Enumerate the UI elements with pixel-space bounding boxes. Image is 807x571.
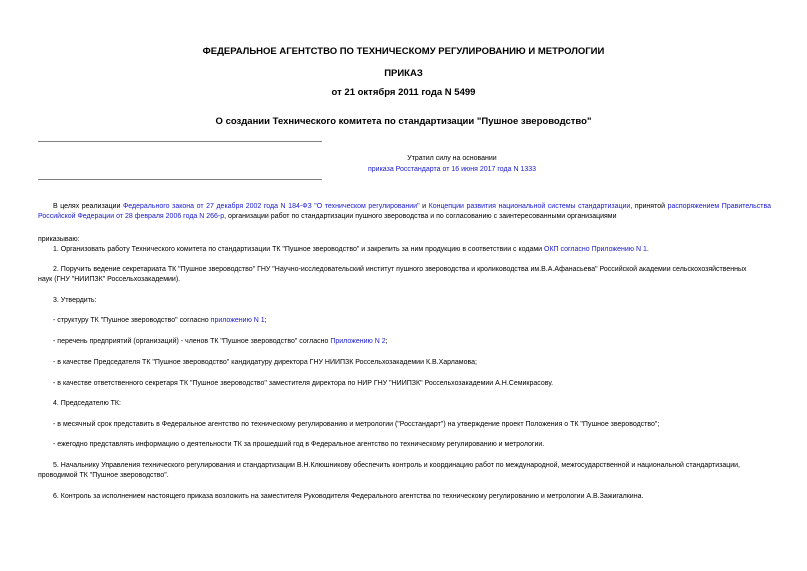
okp-link[interactable]: ОКП (544, 246, 559, 253)
repeal-order-link[interactable]: приказа Росстандарта от 16 июня 2017 года N 1333 (367, 166, 537, 173)
intro-text-2: и (419, 203, 429, 210)
decree-link-part1[interactable]: распоряжением (667, 203, 720, 210)
item-3: 3. Утвердить: (53, 297, 97, 304)
item-3a-end: ; (264, 317, 267, 324)
intro-text-1: В целях реализации (53, 203, 123, 210)
item-1-end: . (646, 246, 649, 253)
item-6: 6. Контроль за исполнением настоящего приказа возложить на заместителя Руководителя Федерального агентства по техническому регулированию и метрологии А.В.Зажигалкина. (53, 493, 644, 500)
status-note-text: Утратил силу на основании (407, 155, 497, 162)
doc-type-heading: ПРИКАЗ (384, 68, 423, 79)
intro-paragraph (38, 202, 771, 222)
intro-text-4: , организации работ по стандартизации пушного звероводства и по согласованию с заинтересованными организациями (224, 213, 617, 220)
item-5-line-1: 5. Начальнику Управления технического регулирования и стандартизации В.Н.Клюшникову обеспечить контроль и координацию работ по международной, межгосударственной и национальной стандартизации, (53, 462, 740, 469)
appendix-1-link[interactable]: согласно Приложению N 1 (560, 246, 647, 253)
item-3a (38, 316, 786, 326)
item-1-text: 1. Организовать работу Технического комитета по стандартизации ТК "Пушное звероводство" и закрепить за ним продукцию в соответствии с кодами (53, 246, 545, 253)
item-3b-end: ; (385, 338, 388, 345)
decree-link-part2[interactable]: Правительства Российской Федерации от 28 февраля 2006 года N 266-р (38, 203, 771, 220)
item-2-line-2: наук (ГНУ "НИИПЗК" Россельхозакадемии). (38, 276, 181, 283)
agency-heading: ФЕДЕРАЛЬНОЕ АГЕНТСТВО ПО ТЕХНИЧЕСКОМУ РЕГУЛИРОВАНИЮ И МЕТРОЛОГИИ (202, 46, 605, 57)
intro-text-3: , принятой (630, 203, 668, 210)
item-3b (38, 337, 786, 347)
item-4a: - в месячный срок представить в Федеральное агентство по техническому регулированию и метрологии ("Росстандарт") на утверждение проект Положения о ТК "Пушное звероводство"; (53, 421, 660, 428)
divider-bottom (38, 179, 322, 180)
item-3b-text: - перечень предприятий (организаций) - членов ТК "Пушное звероводство" согласно (53, 338, 331, 345)
item-5-line-2: проводимой ТК "Пушное звероводство". (38, 472, 169, 479)
status-note-line2 (250, 164, 654, 175)
date-number-heading: от 21 октября 2011 года N 5499 (331, 87, 476, 98)
concept-link[interactable]: Концепции развития национальной системы стандартизации (428, 203, 631, 210)
structure-appendix-link[interactable]: приложению N 1 (210, 317, 265, 324)
item-1 (38, 245, 786, 255)
law-184fz-link[interactable]: Федерального закона от 27 декабря 2002 года N 184-ФЗ "О техническом регулировании" (122, 203, 420, 210)
item-4: 4. Председателю ТК: (53, 400, 121, 407)
item-2-line-1: 2. Поручить ведение секретариата ТК "Пушное звероводство" ГНУ "Научно-исследовательский институт пушного звероводства и кролиководства им.В.А.Афанасьева" Российской академии сельскохозяйственных (53, 266, 747, 273)
document-title: О создании Технического комитета по стандартизации "Пушное звероводство" (215, 116, 592, 127)
order-word: приказываю: (38, 236, 80, 243)
item-3a-text: - структуру ТК "Пушное звероводство" согласно (53, 317, 211, 324)
members-appendix-link[interactable]: Приложению N 2 (330, 338, 386, 345)
divider-top (38, 141, 322, 142)
item-4b: - ежегодно представлять информацию о деятельности ТК за прошедший год в Федеральное агентство по техническому регулированию и метрологии. (53, 441, 545, 448)
item-3c: - в качестве Председателя ТК "Пушное звероводство" кандидатуру директора ГНУ НИИПЗК Россельхозакадемии К.В.Харламова; (53, 359, 477, 366)
item-3d: - в качестве ответственного секретаря ТК "Пушное звероводство" заместителя директора по НИР ГНУ "НИИПЗК" Россельхозакадемии А.Н.Семикрасову. (53, 380, 554, 387)
